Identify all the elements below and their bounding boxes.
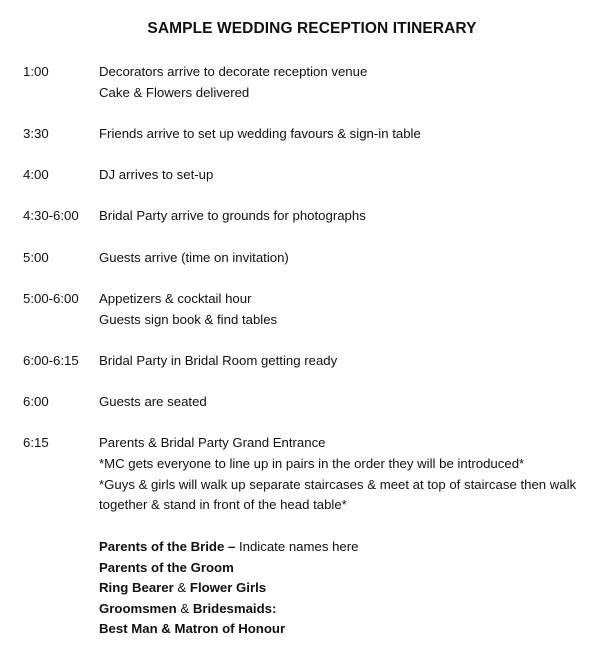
entry-time: 3:30: [23, 125, 49, 141]
intro-label: Parents of the Bride –: [99, 539, 236, 554]
entry-line: Bridal Party in Bridal Room getting ready: [99, 352, 338, 368]
entry-line: Decorators arrive to decorate reception venue: [99, 64, 368, 79]
intro-label: Groomsmen: [99, 600, 177, 616]
entry-description: [99, 206, 594, 227]
schedule-entry: [0, 206, 600, 227]
intro-ring-bearer-flower-girls: [99, 578, 358, 599]
entry-line: Guests arrive (time on invitation): [99, 249, 289, 265]
entry-line: Guests sign book & find tables: [99, 311, 278, 327]
entry-time: 4:30-6:00: [23, 208, 79, 224]
intro-parents-of-groom: Parents of the Groom: [99, 559, 234, 575]
intro-amp: &: [173, 580, 190, 596]
entry-description: [99, 433, 594, 515]
entry-line: Cake & Flowers delivered: [99, 84, 250, 100]
entry-line: *MC gets everyone to line up in pairs in the order they will be introduced*: [99, 456, 525, 472]
intro-groomsmen-bridesmaids: [99, 599, 358, 620]
entry-description: [99, 289, 594, 330]
schedule-entry: [0, 433, 600, 515]
entry-line: Friends arrive to set up wedding favours & sign-in table: [99, 125, 421, 141]
intro-amp: &: [176, 600, 193, 616]
entry-description: [99, 62, 594, 103]
entry-description: [99, 248, 594, 269]
intro-amp: &: [157, 621, 175, 637]
entry-time: 1:00: [23, 64, 49, 79]
entry-line: Parents & Bridal Party Grand Entrance: [99, 435, 326, 451]
schedule-entry: [0, 124, 600, 145]
page-title: SAMPLE WEDDING RECEPTION ITINERARY: [147, 20, 477, 37]
entry-line: *Guys & girls will walk up separate staircases & meet at top of staircase then walk: [99, 476, 577, 492]
schedule-entry: [0, 289, 600, 330]
entry-time: 6:00: [23, 394, 49, 410]
intro-label: Flower Girls: [189, 580, 267, 596]
intro-label: Bridesmaids:: [192, 600, 277, 616]
intro-parents-of-bride: [99, 537, 358, 558]
entry-time: 6:15: [23, 435, 49, 451]
entry-line: Guests are seated: [99, 394, 207, 410]
entry-line: together & stand in front of the head table*: [99, 497, 347, 513]
entry-description: [99, 392, 594, 413]
intro-label: Matron of Honour: [174, 621, 286, 637]
entry-description: [99, 124, 594, 145]
entry-line: Appetizers & cocktail hour: [99, 291, 252, 306]
intro-best-man-matron: [99, 619, 358, 640]
entry-line: Bridal Party arrive to grounds for photographs: [99, 208, 366, 224]
intro-label: Ring Bearer: [99, 580, 174, 596]
schedule-entry: [0, 165, 600, 186]
entry-time: 6:00-6:15: [23, 352, 79, 368]
schedule-entry: [0, 248, 600, 269]
schedule-entry: [0, 392, 600, 413]
intro-note: Indicate names here: [235, 539, 359, 554]
entry-description: [99, 351, 594, 372]
entry-time: 5:00: [23, 249, 49, 265]
entry-line: DJ arrives to set-up: [99, 167, 214, 183]
schedule-entry: [0, 62, 600, 103]
intro-label: Best Man: [99, 621, 158, 637]
introduction-order: [99, 537, 358, 640]
entry-description: [99, 165, 594, 186]
itinerary-schedule: [0, 62, 600, 537]
entry-time: 5:00-6:00: [23, 291, 79, 306]
schedule-entry: [0, 351, 600, 372]
entry-time: 4:00: [23, 167, 49, 183]
